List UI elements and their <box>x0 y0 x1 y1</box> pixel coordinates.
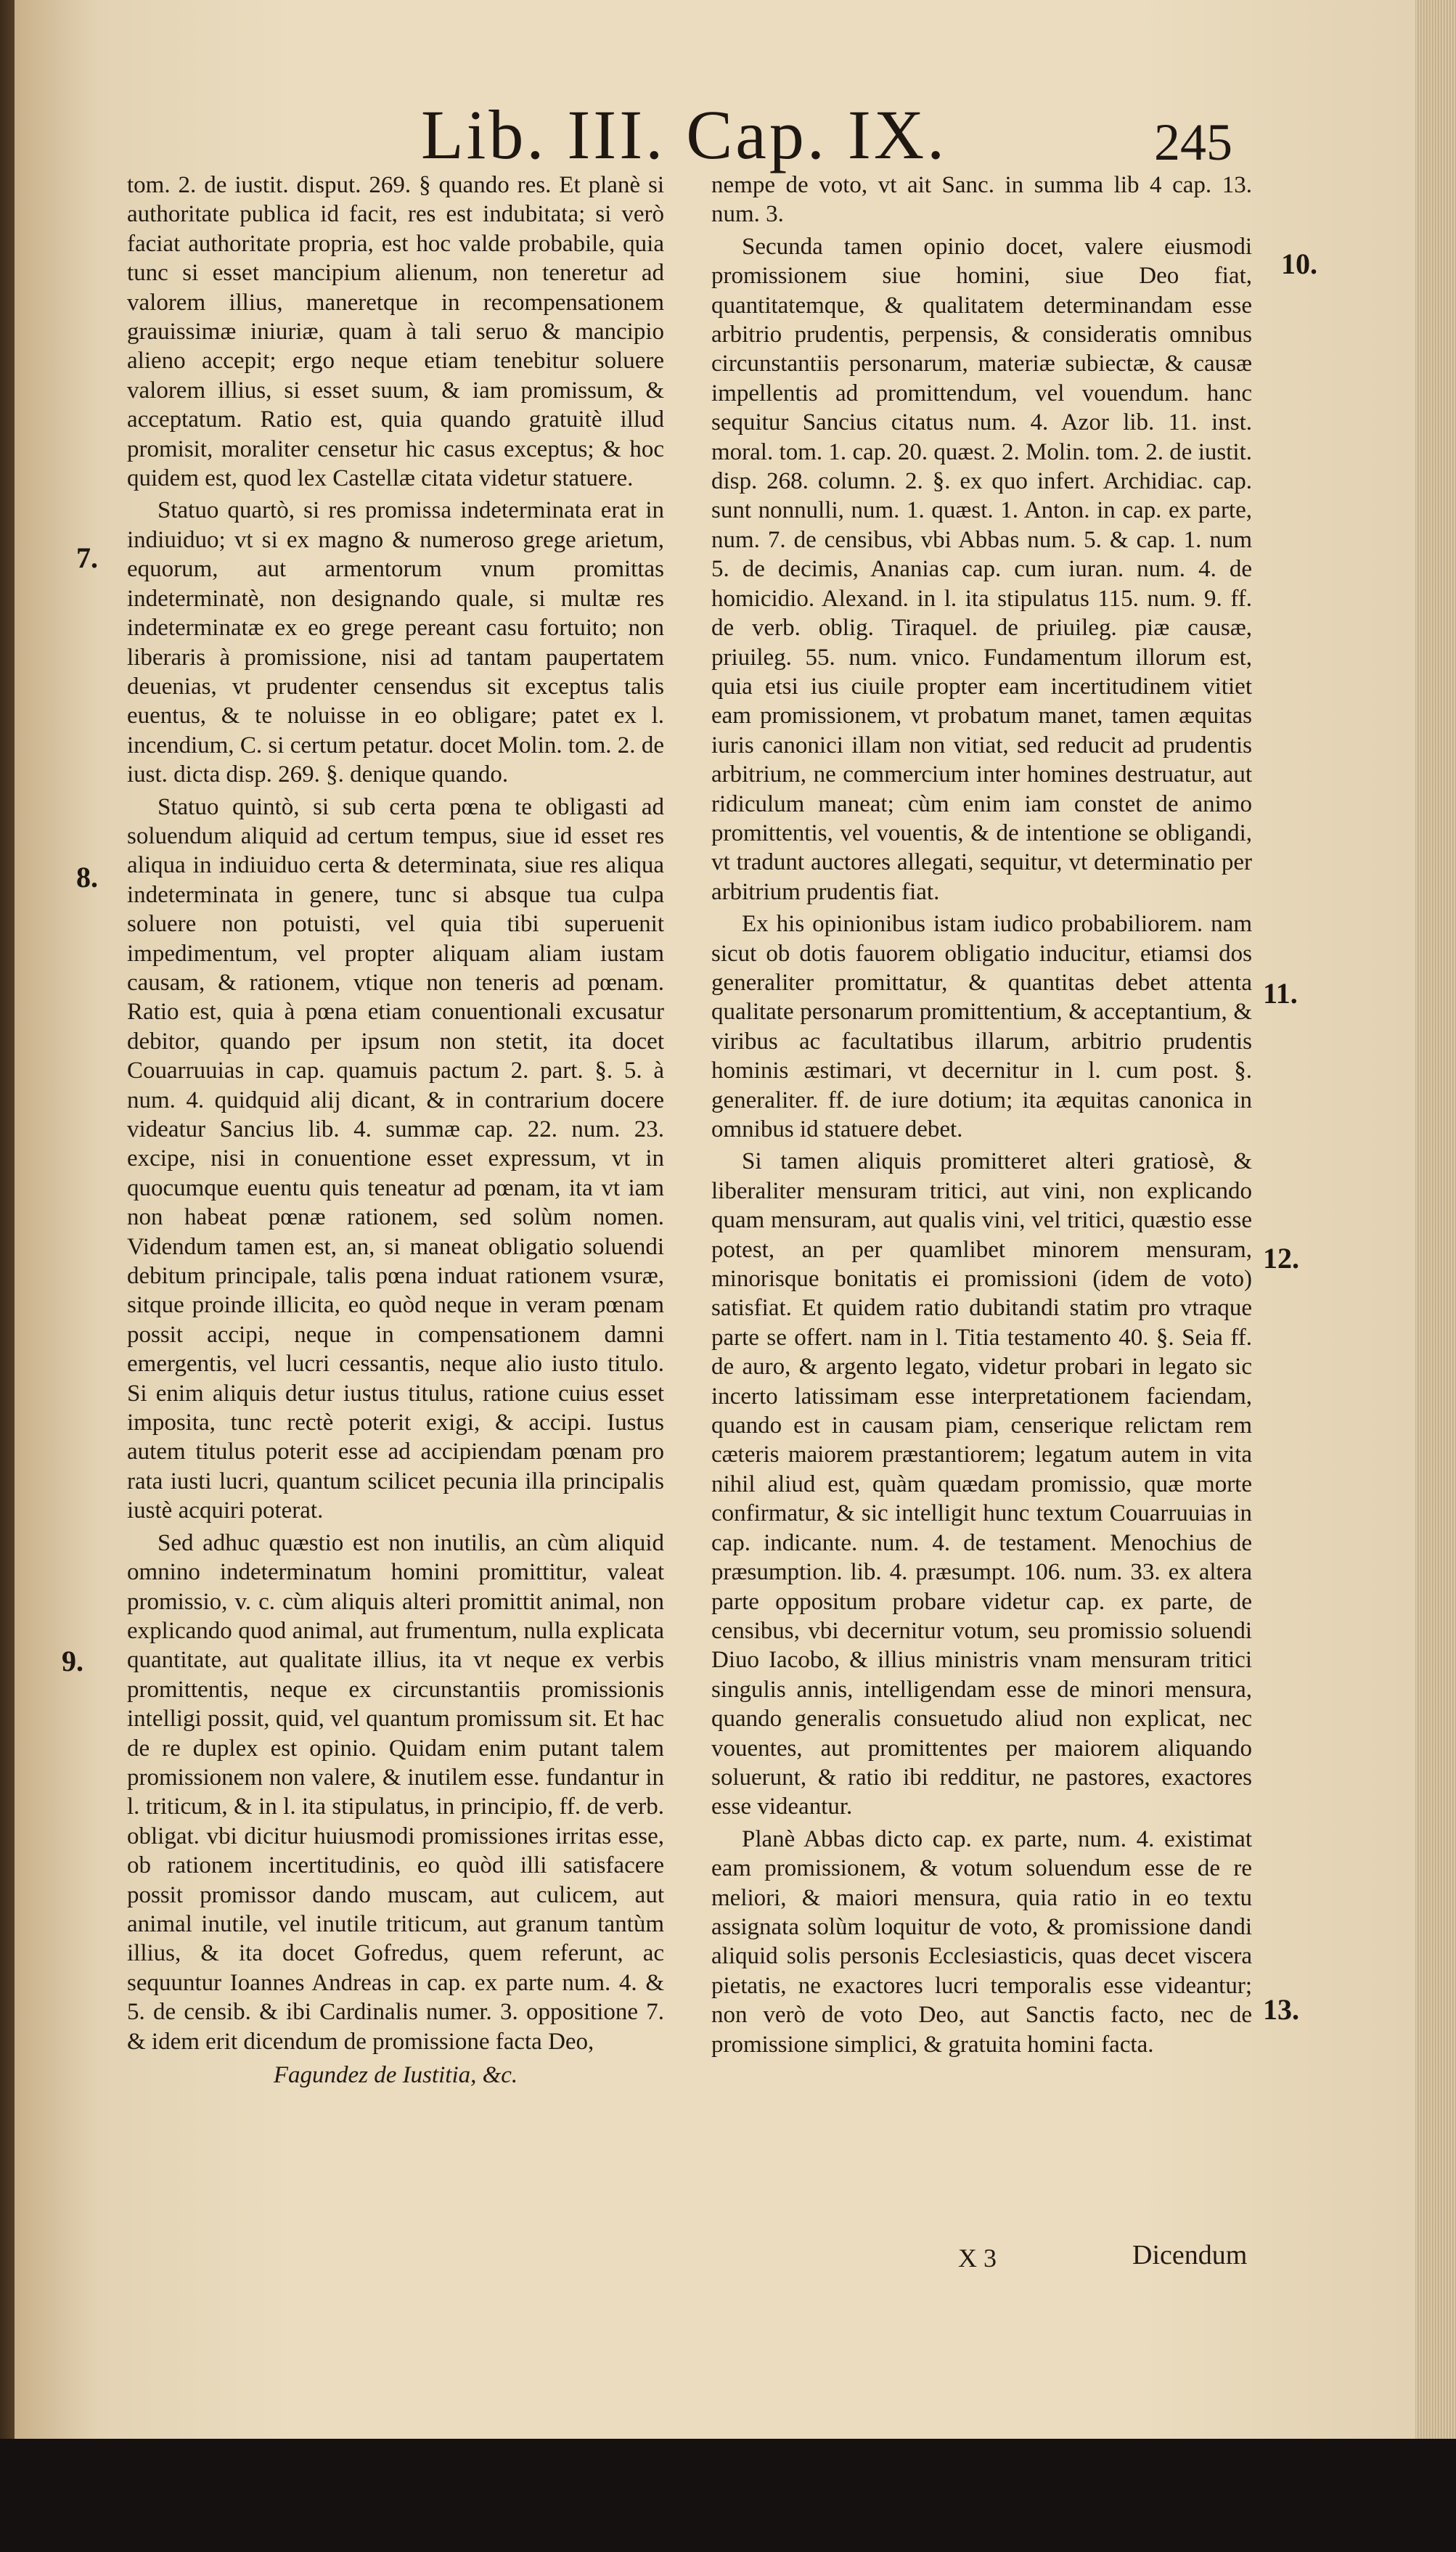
paragraph: Secunda tamen opinio docet, valere eiusmodi promissionem siue homini, siue Deo fiat, quantitatemque, & qualitatem determinandam esse arbitrio prudentis, perpensis, & consideratis omnibus circunstantiis personarum, materiæ subiectæ, & causæ impellentis ad promittendum, vel vouendum. hanc sequitur Sancius citatus num. 4. Azor lib. 11. inst. moral. tom. 1. cap. 20. quæst. 2. Molin. tom. 2. de iustit. disp. 268. column. 2. §. ex quo infert. Archidiac. cap. sunt nonnulli, num. 1. quæst. 1. Anton. in cap. ex parte, num. 7. de censibus, vbi Abbas num. 5. & cap. 1. num 5. de decimis, Ananias cap. cum iuran. num. 4. de homicidio. Alexand. in l. ita stipulatus 115. num. 9. ff. de verb. oblig. Tiraquel. de priuileg. piæ causæ, priuileg. 55. num. vnico. Fundamentum illorum est, quia etsi ius ciuile propter eam incertitudinem vitiet eam promissionem, vt probatum manet, tamen æquitas iuris canonici illam non vitiat, sed reducit ad prudentis arbitrium, ne commercium inter homines destruatur, aut ridiculum maneat; cùm enim iam constet de animo promittentis, vel vouentis, & de intentione se obligandi, vt tradunt auctores allegati, sequitur, vt determinatio per arbitrium prudentis fiat. <box>711 233 1252 905</box>
paragraph: Statuo quartò, si res promissa indeterminata erat in indiuiduo; vt si ex magno & numeroso grege arietum, equorum, aut armentorum vnum promittas indeterminatè, non designando quale, si multæ res indeterminatæ ex eo grege pereant casu fortuito; non liberaris à promissione, nisi ad tantam paupertatem deuenias, vt prudenter censendus sit exceptus talis euentus, & te noluisse in eo obligare; patet ex l. incendium, C. si certum petatur. docet Molin. tom. 2. de iust. dicta disp. 269. §. denique quando. <box>127 497 664 788</box>
running-signature: Fagundez de Iustitia, &c. <box>273 2062 518 2088</box>
margin-number: 11. <box>1263 977 1298 1010</box>
paragraph: tom. 2. de iustit. disput. 269. § quando res. Et planè si authoritate publica id facit, res est indubitata; si verò faciat authoritate propria, est hoc valde probabile, quia tunc si esset mancipium alienum, non teneretur ad valorem illius, maneretque in recompensationem grauissimæ iniuriæ, quam à tali seruo & mancipio alieno accepit; ergo neque etiam tenebitur soluere valorem illius, si esset suum, & iam promissum, & acceptatum. Ratio est, quia quando gratuitè illud promisit, moraliter censetur hic casus exceptus; & hoc quidem est, quod lex Castellæ citata videtur statuere. <box>127 172 664 492</box>
paragraph: Si tamen aliquis promitteret alteri gratiosè, & liberaliter mensuram tritici, aut vini, non explicando quam mensuram, aut qualis vini, vel tritici, quæstio esse potest, an per quamlibet minorem mensuram, minorisque bonitatis ei promissioni (idem de voto) satisfiat. Et quidem ratio dubitandi statim pro vtraque parte se offert. nam in l. Titia testamento 40. §. Seia ff. de auro, & argento legato, videtur probari in legato sic incerto latissimam esse interpretationem faciendam, quando est in causam piam, censerique relictam rem cæteris maiorem præstantiorem; legatum autem in vita nihil aliud est, quàm quædam promissio, quæ morte confirmatur, & sic intelligit hunc textum Couarruuias in cap. indicante. num. 4. de testament. Menochius de præsumption. lib. 4. præsumpt. 106. num. 33. ex altera parte oppositum probare videtur cap. ex parte, de censibus, vbi decernitur votum, seu promissio soluendi Diuo Iacobo, & illius ministris vnam mensuram tritici singulis annis, intelligendam esse de minori mensura, quando generalis consuetudo aliud non explicat, nec vouentes, aut promittentes per maiorem aliquando soluerunt, & ratio ibi redditur, ne pastores, exactores esse videantur. <box>711 1148 1252 1820</box>
paragraph: Ex his opinionibus istam iudico probabiliorem. nam sicut ob dotis fauorem obligatio inducitur, etiamsi dos generaliter promittatur, & quantitas debet attenta qualitate personarum promittentium, & acceptantium, & viribus ac facultatibus illarum, arbitrio prudentis hominis æstimari, vt decernitur in l. cum post. §. generaliter. ff. de iure dotium; ita æquitas canonica in omnibus id statuere debet. <box>711 911 1252 1142</box>
margin-number: 13. <box>1263 1993 1299 2026</box>
margin-number: 9. <box>62 1645 83 1677</box>
margin-number: 12. <box>1263 1242 1299 1275</box>
page-header <box>15 80 1415 173</box>
book-page <box>15 0 1415 2439</box>
left-text-column <box>127 171 664 2093</box>
margin-number: 10. <box>1281 248 1317 280</box>
paragraph: nempe de voto, vt ait Sanc. in summa lib 4 cap. 13. num. 3. <box>711 172 1252 228</box>
right-text-column <box>711 171 1252 2062</box>
page-number: 245 <box>1154 113 1232 171</box>
paragraph: Sed adhuc quæstio est non inutilis, an cùm aliquid omnino indeterminatum homini promittitur, valeat promissio, v. c. cùm aliquis alteri promittit animal, non explicando quod animal, aut frumentum, nulla explicata quantitate, aut qualitate illius, ita vt neque ex verbis promittentis, neque ex circunstantiis promissionis intelligi possit, quid, vel quantum promissum sit. Et hac de re duplex est opinio. Quidam enim putant talem promissionem non valere, & inutilem esse. fundantur in l. triticum, & in l. ita stipulatus, in principio, ff. de verb. obligat. vbi dicitur huiusmodi promissiones irritas esse, ob rationem incertitudinis, eo quòd illi satisfacere possit promissor dando muscam, aut culicem, aut animal inutile, vel inutile triticum, aut granum tantùm illius, & ita docet Gofredus, quem referunt, ac sequuntur Ioannes Andreas in cap. ex parte num. 4. & 5. de censib. & ibi Cardinalis numer. 3. oppositione 7. & idem erit dicendum de promissione facta Deo, <box>127 1529 664 2055</box>
catchword: Dicendum <box>1132 2240 1248 2270</box>
paragraph: Statuo quintò, si sub certa pœna te obligasti ad soluendum aliquid ad certum tempus, siue id esset res aliqua in indiuiduo certa & determinata, siue res aliqua indeterminata in genere, tunc si absque tua culpa soluere non potuisti, vel quia tibi superuenit impedimentum, vel propter aliquam aliam iustam causam, & rationem, vtique non teneris ad pœnam. Ratio est, quia à pœna etiam conuentionali excusatur debitor, quando per ipsum non stetit, ita docet Couarruuias in cap. quamuis pactum 2. part. §. 5. à num. 4. quidquid alij dicant, & in contrarium docere videatur Sancius lib. 4. summæ cap. 22. num. 23. excipe, nisi in conuentione esset expressum, vt in quocumque euentu quis teneatur ad pœnam, ita vt iam non habeat pœnæ rationem, sed solùm nomen. Videndum tamen est, an, si maneat obligatio soluendi debitum principale, talis pœna induat rationem vsuræ, sitque proinde illicita, eo quòd neque in veram pœnam possit accipi, neque in compensationem damni emergentis, vel lucri cessantis, neque alio iusto titulo. Si enim aliquis detur iustus titulus, ratione cuius esset imposita, tunc rectè poterit exigi, & accipi. Iustus autem titulus poterit esse ad accipiendam pœnam pro rata iusti lucri, quantum scilicet pecunia illa principalis iustè acquiri poterat. <box>127 793 664 1524</box>
background-surface <box>0 2439 1456 2552</box>
signature-mark: X 3 <box>958 2244 997 2273</box>
paragraph: Planè Abbas dicto cap. ex parte, num. 4. existimat eam promissionem, & votum soluendum esse de re meliori, & maiori mensura, quia ratio in eo textu assignata solùm loquitur de voto, & promissione dandi aliquid solis personis Ecclesiasticis, quas decet viscera pietatis, ne exactores lucri temporalis esse videantur; non verò de voto Deo, aut Sanctis facto, nec de promissione simplici, & gratuita homini facta. <box>711 1825 1252 2058</box>
margin-number: 8. <box>76 861 98 893</box>
running-head: Lib. III. Cap. IX. <box>421 96 948 173</box>
margin-number: 7. <box>76 541 98 574</box>
